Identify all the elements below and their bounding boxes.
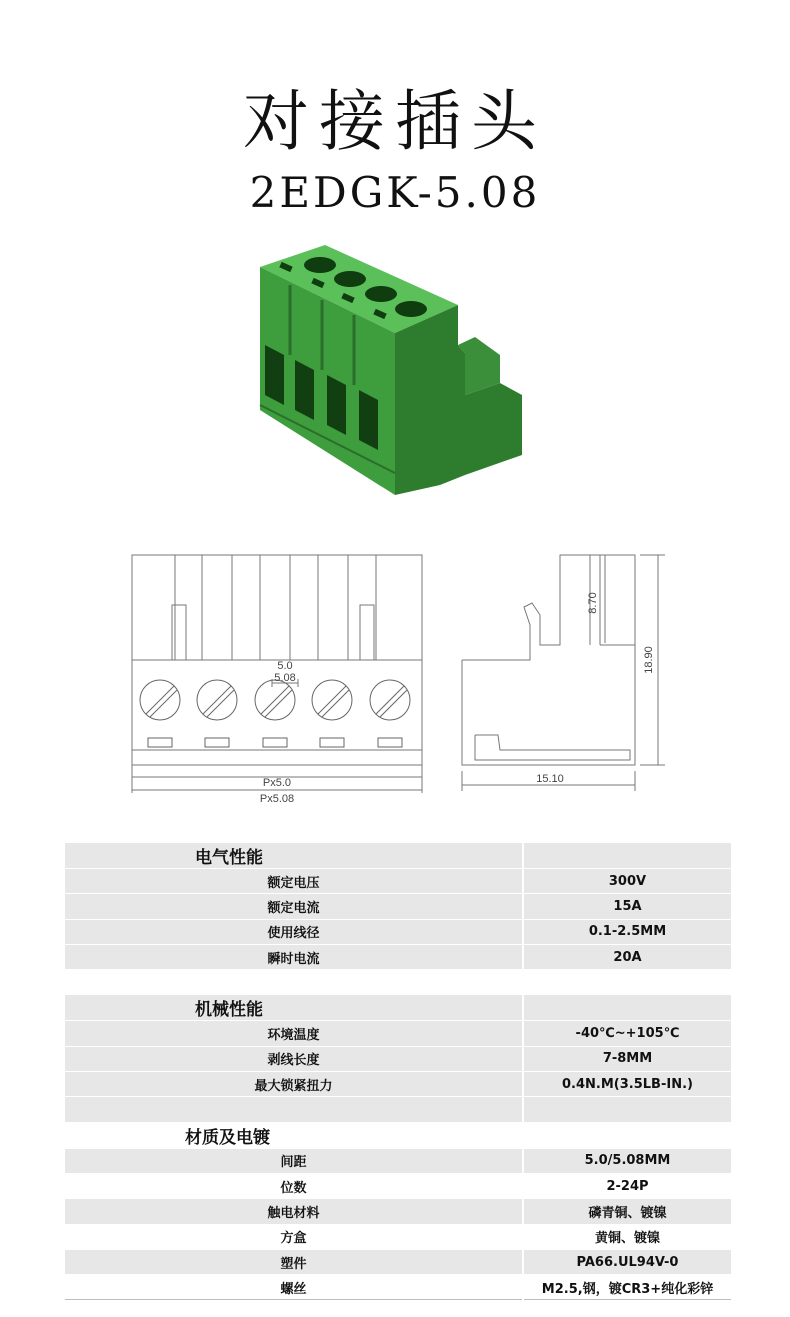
spec-label: 位数 bbox=[65, 1173, 523, 1198]
spec-label: 螺丝 bbox=[65, 1275, 523, 1300]
spec-value: 磷青铜、镀镍 bbox=[523, 1199, 731, 1224]
spec-label: 额定电压 bbox=[65, 869, 523, 894]
spec-value: 20A bbox=[523, 944, 731, 969]
page-title: 对接插头 bbox=[243, 83, 547, 160]
spec-label: 瞬时电流 bbox=[65, 944, 523, 969]
spec-value: 黄铜、镀镍 bbox=[523, 1224, 731, 1249]
section-header-materials bbox=[65, 1122, 731, 1148]
spec-label: 剥线长度 bbox=[65, 1046, 523, 1071]
green-terminal-block-connector-icon bbox=[250, 245, 550, 505]
spec-label: 间距 bbox=[65, 1148, 523, 1173]
spec-label: 塑件 bbox=[65, 1249, 523, 1274]
spec-value: 15A bbox=[523, 894, 731, 919]
spec-label: 触电材料 bbox=[65, 1199, 523, 1224]
spec-value: 300V bbox=[523, 869, 731, 894]
spec-value: 2-24P bbox=[523, 1173, 731, 1198]
spec-value: 0.1-2.5MM bbox=[523, 919, 731, 944]
spec-label: 使用线径 bbox=[65, 919, 523, 944]
pitch-bottom-label-2: Px5.08 bbox=[259, 793, 295, 805]
spec-value: M2.5,钢，镀CR3+纯化彩锌 bbox=[523, 1275, 731, 1300]
pitch-label-5-08: 5.08 bbox=[274, 672, 296, 684]
height-total-label: 18.90 bbox=[643, 646, 655, 674]
pitch-label-5-0: 5.0 bbox=[277, 660, 293, 672]
spec-table bbox=[65, 843, 731, 1300]
section-title: 电气性能 bbox=[65, 843, 523, 869]
table-row bbox=[65, 869, 731, 894]
pitch-bottom-label-1: Px5.0 bbox=[262, 777, 292, 789]
model-number: 2EDGK-5.08 bbox=[249, 168, 541, 217]
table-row bbox=[65, 894, 731, 919]
table-row bbox=[65, 1249, 731, 1274]
table-row bbox=[65, 1148, 731, 1173]
table-row bbox=[65, 919, 731, 944]
spacer-row bbox=[65, 970, 731, 995]
table-row bbox=[65, 1275, 731, 1300]
spacer-row bbox=[65, 1097, 731, 1122]
table-row bbox=[65, 1173, 731, 1198]
dimension-drawing bbox=[120, 545, 680, 810]
table-row bbox=[65, 1199, 731, 1224]
spec-value: PA66.UL94V-0 bbox=[523, 1249, 731, 1274]
table-row bbox=[65, 944, 731, 969]
spec-label: 方盒 bbox=[65, 1224, 523, 1249]
section-header-electrical bbox=[65, 843, 731, 869]
height-small-label: 8.70 bbox=[587, 592, 599, 614]
table-row bbox=[65, 1072, 731, 1097]
section-title: 材质及电镀 bbox=[65, 1122, 523, 1148]
spec-label: 额定电流 bbox=[65, 894, 523, 919]
spec-value: 7-8MM bbox=[523, 1046, 731, 1071]
table-row bbox=[65, 1224, 731, 1249]
depth-label: 15.10 bbox=[536, 773, 564, 785]
table-row bbox=[65, 1021, 731, 1046]
section-title: 机械性能 bbox=[65, 995, 523, 1021]
spec-label: 环境温度 bbox=[65, 1021, 523, 1046]
spec-value: -40℃~+105℃ bbox=[523, 1021, 731, 1046]
section-header-mechanical bbox=[65, 995, 731, 1021]
table-row bbox=[65, 1046, 731, 1071]
spec-value: 5.0/5.08MM bbox=[523, 1148, 731, 1173]
spec-value: 0.4N.M(3.5LB-IN.) bbox=[523, 1072, 731, 1097]
spec-label: 最大锁紧扭力 bbox=[65, 1072, 523, 1097]
